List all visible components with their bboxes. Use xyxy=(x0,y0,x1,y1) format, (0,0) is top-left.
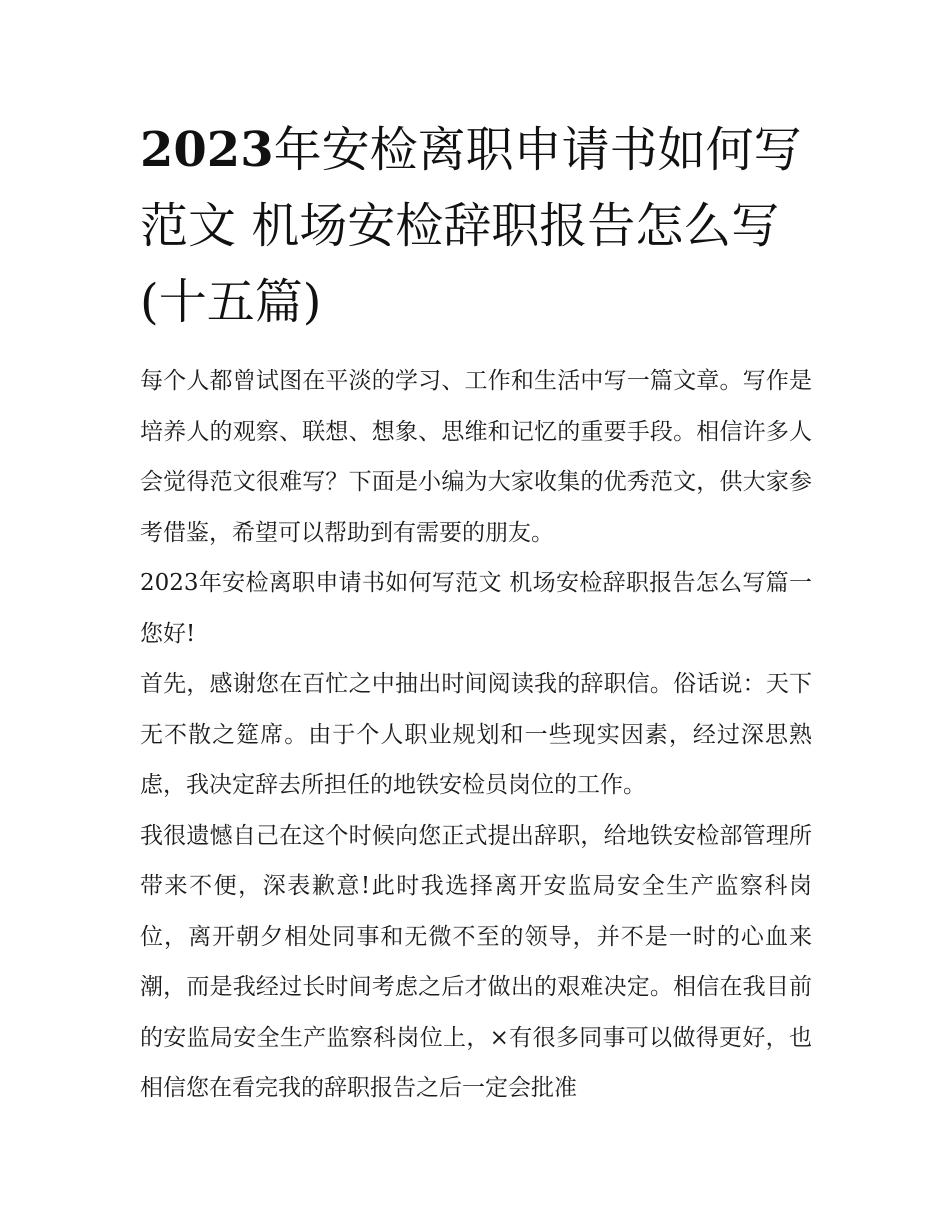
document-body xyxy=(140,356,812,1114)
intro-paragraph: 每个人都曾试图在平淡的学习、工作和生活中写一篇文章。写作是培养人的观察、联想、想象、思维和记忆的重要手段。相信许多人会觉得范文很难写？下面是小编为大家收集的优秀范文，供大家参考借鉴，希望可以帮助到有需要的朋友。 xyxy=(140,368,812,546)
body-paragraph: 首先，感谢您在百忙之中抽出时间阅读我的辞职信。俗话说：天下无不散之筵席。由于个人职业规划和一些现实因素，经过深思熟虑，我决定辞去所担任的地铁安检员岗位的工作。 xyxy=(140,671,812,798)
title-text: 年安检离职申请书如何写范文 机场安检辞职报告怎么写(十五篇) xyxy=(140,122,802,330)
title-year: 2023 xyxy=(140,122,274,178)
section-heading-paragraph: 2023年安检离职申请书如何写范文 机场安检辞职报告怎么写篇一 您好! xyxy=(140,570,812,647)
document-title xyxy=(140,112,820,340)
body-paragraph: 我很遗憾自己在这个时候向您正式提出辞职，给地铁安检部管理所带来不便，深表歉意!此时我选择离开安监局安全生产监察科岗位，离开朝夕相处同事和无微不至的领导，并不是一时的心血来潮，而是我经过长时间考虑之后才做出的艰难决定。相信在我目前的安监局安全生产监察科岗位上，×有很多同事可以做得更好，也相信您在看完我的辞职报告之后一定会批准 xyxy=(140,822,812,1101)
